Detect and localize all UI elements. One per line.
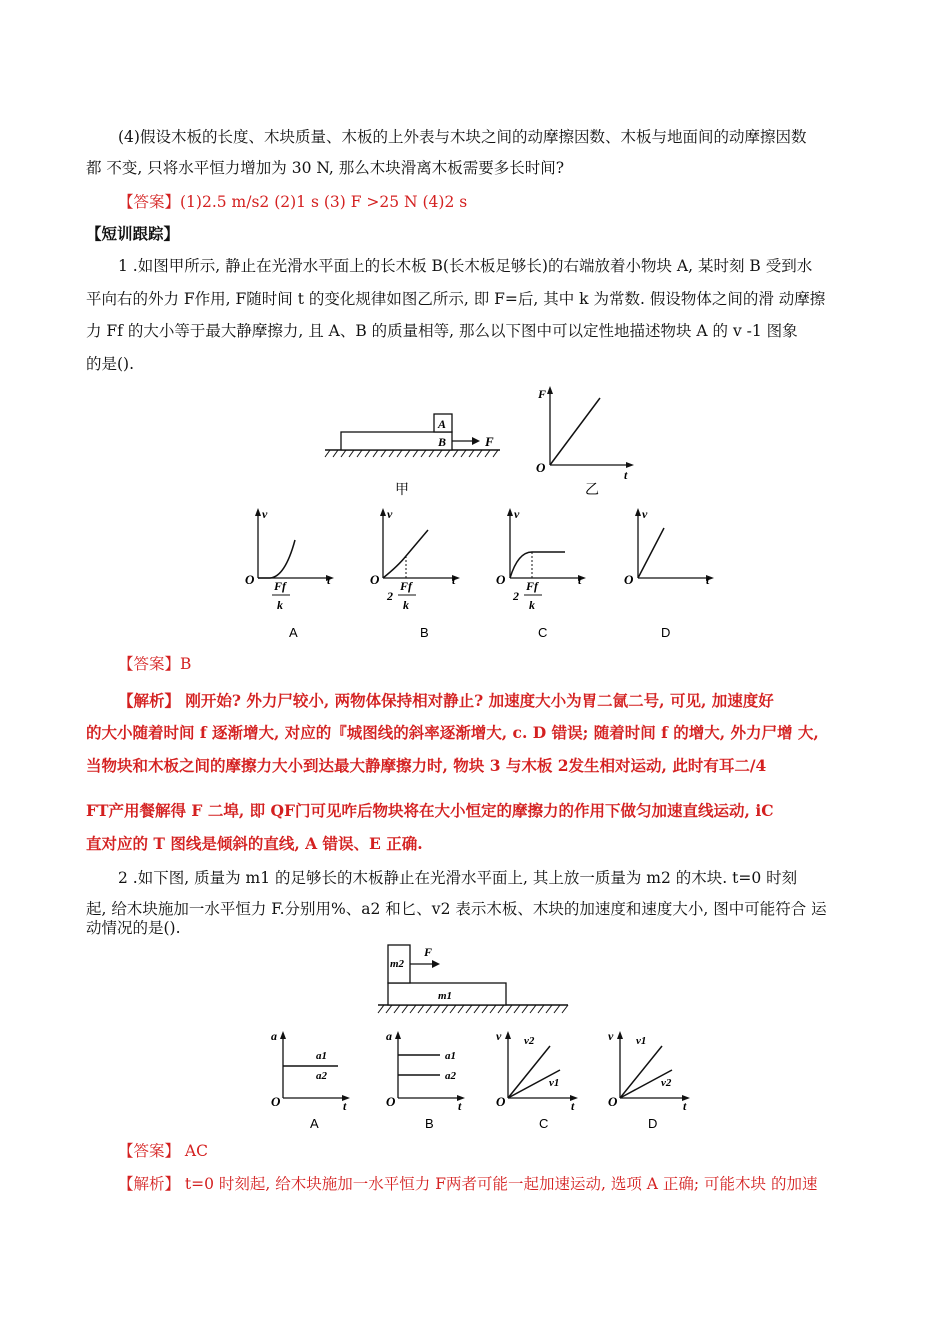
v-t-graph-d	[624, 507, 714, 640]
k-label: k	[277, 598, 283, 612]
section-title: 【短训跟踪】	[86, 224, 180, 243]
axis-t-label: t	[327, 573, 331, 587]
p1-analysis-line-1: 【解析】 刚开始? 外力尸较小, 两物体保持相对静止? 加速度大小为胃二氤二号, 可见, 加速度好	[118, 691, 774, 710]
option-a-label: A	[310, 1116, 319, 1131]
board-block-diagram	[378, 945, 568, 1013]
p1-analysis-line-2: 的大小随着时间 f 逐渐增大, 对应的『城图线的斜率逐渐增大, c. D 错误; 随着时间 f 的增大, 外力尸增 大,	[86, 723, 819, 742]
a-t-graph-a	[271, 1029, 350, 1131]
v-t-graph-c2	[496, 1029, 578, 1131]
p1-line-1: 1 .如图甲所示, 静止在光滑水平面上的长木板 B(长木板足够长)的右端放着小物块 A, 某时刻 B 受到水	[118, 257, 813, 275]
m1-label: m1	[438, 990, 453, 1002]
p2-answer: 【答案】 AC	[118, 1142, 208, 1160]
yi-label: 乙	[585, 481, 599, 497]
axis-v-label: v	[514, 507, 520, 521]
axis-v-label: v	[642, 507, 648, 521]
axis-v-label: v	[608, 1029, 614, 1043]
origin-label: O	[624, 572, 634, 587]
axis-t-label: t	[452, 573, 456, 587]
k-label: k	[403, 598, 409, 612]
k-label: k	[529, 598, 535, 612]
origin-label: O	[608, 1094, 618, 1109]
answer-1: 【答案】(1)2.5 m/s2 (2)1 s (3) F >25 N (4)2 s	[118, 193, 468, 211]
option-c-label: C	[538, 625, 548, 640]
axis-t-label: t	[458, 1099, 462, 1113]
force-label: F	[424, 945, 433, 959]
axis-a-label: a	[386, 1029, 392, 1043]
a1-label: a1	[445, 1050, 456, 1062]
origin-label: O	[496, 572, 506, 587]
board-b	[341, 432, 452, 450]
p1-answer: 【答案】B	[118, 655, 192, 673]
p2-line-2: 起, 给木块施加一水平恒力 F.分别用%、a2 和匕、v2 表示木板、木块的加速度和速度大小, 图中可能符合 运	[86, 900, 827, 918]
figure-1	[0, 380, 950, 645]
ff-label: Ff	[400, 579, 412, 593]
p1-analysis-line-5: 直对应的 T 图线是倾斜的直线, A 错误、E 正确.	[86, 834, 423, 853]
p2-analysis: 【解析】 t=0 时刻起, 给木块施加一水平恒力 F两者可能一起加速运动, 选项 A 正确; 可能木块 的加速	[118, 1175, 818, 1193]
v2-label: v2	[661, 1077, 672, 1089]
origin-label: O	[370, 572, 380, 587]
p1-analysis-line-3: 当物块和木板之间的摩擦力大小到达最大静摩擦力时, 物块 3 与木板 2发生相对运动, 此时有耳二/4	[86, 756, 767, 775]
v-t-graph-b	[370, 507, 460, 640]
axis-v-label: v	[387, 507, 393, 521]
jia-label: 甲	[395, 481, 409, 497]
a2-label: a2	[445, 1070, 456, 1082]
v1-label: v1	[636, 1035, 647, 1047]
axis-t-label: t	[578, 573, 582, 587]
v-t-graph-c	[496, 507, 586, 640]
v-t-graph-a	[245, 507, 334, 640]
origin-label: O	[245, 572, 255, 587]
axis-f-label: F	[538, 387, 547, 401]
p2-line-1: 2 .如下图, 质量为 m1 的足够长的木板静止在光滑水平面上, 其上放一质量为 m2 的木块. t=0 时刻	[118, 869, 798, 887]
two-label: 2	[513, 589, 519, 603]
v1-label: v1	[549, 1077, 560, 1089]
q4-line-2: 都 不变, 只将水平恒力增加为 30 N, 那么木块滑离木板需要多长时间?	[86, 159, 565, 177]
axis-v-label: v	[262, 507, 268, 521]
p1-analysis-line-4: FT产用餐解得 F 二埠, 即 QF门可见咋后物块将在大小恒定的摩擦力的作用下做匀加速直线运动, iC	[86, 801, 774, 820]
m2-label: m2	[390, 958, 405, 970]
force-label: F	[485, 434, 494, 449]
option-d-label: D	[648, 1116, 658, 1131]
origin-label: O	[271, 1094, 281, 1109]
option-d-label: D	[661, 625, 671, 640]
origin-label: O	[496, 1094, 506, 1109]
axis-t-label: t	[706, 573, 710, 587]
origin-label: O	[536, 460, 546, 475]
a2-label: a2	[316, 1070, 327, 1082]
axis-a-label: a	[271, 1029, 277, 1043]
p2-line-3: 动情况的是().	[86, 919, 181, 937]
origin-label: O	[386, 1094, 396, 1109]
figure-2	[0, 940, 950, 1135]
axis-t-label: t	[343, 1099, 347, 1113]
figure-jia	[325, 414, 500, 497]
ff-label: Ff	[526, 579, 538, 593]
axis-t-label: t	[624, 468, 628, 482]
q4-line-1: (4)假设木板的长度、木块质量、木板的上外表与木块之间的动摩擦因数、木板与地面间的动摩擦因数	[118, 128, 807, 146]
a1-label: a1	[316, 1050, 327, 1062]
v2-label: v2	[524, 1035, 535, 1047]
option-b-label: B	[420, 625, 429, 640]
axis-t-label: t	[571, 1099, 575, 1113]
axis-t-label: t	[683, 1099, 687, 1113]
p1-line-3: 力 Ff 的大小等于最大静摩擦力, 且 A、B 的质量相等, 那么以下图中可以定性地描述物块 A 的 v -1 图象	[86, 322, 798, 340]
v-t-graph-d2	[608, 1029, 690, 1131]
option-b-label: B	[425, 1116, 434, 1131]
ff-label: Ff	[274, 579, 286, 593]
a-t-graph-b	[386, 1029, 465, 1131]
block-a-label: A	[438, 417, 447, 431]
two-label: 2	[387, 589, 393, 603]
p1-line-2: 平向右的外力 F作用, F随时间 t 的变化规律如图乙所示, 即 F=后, 其中 k 为常数. 假设物体之间的滑 动摩擦	[86, 290, 826, 308]
figure-yi	[536, 386, 634, 497]
p1-line-4: 的是().	[86, 355, 135, 373]
option-a-label: A	[289, 625, 298, 640]
block-b-label: B	[438, 435, 447, 449]
option-c-label: C	[539, 1116, 549, 1131]
axis-v-label: v	[496, 1029, 502, 1043]
